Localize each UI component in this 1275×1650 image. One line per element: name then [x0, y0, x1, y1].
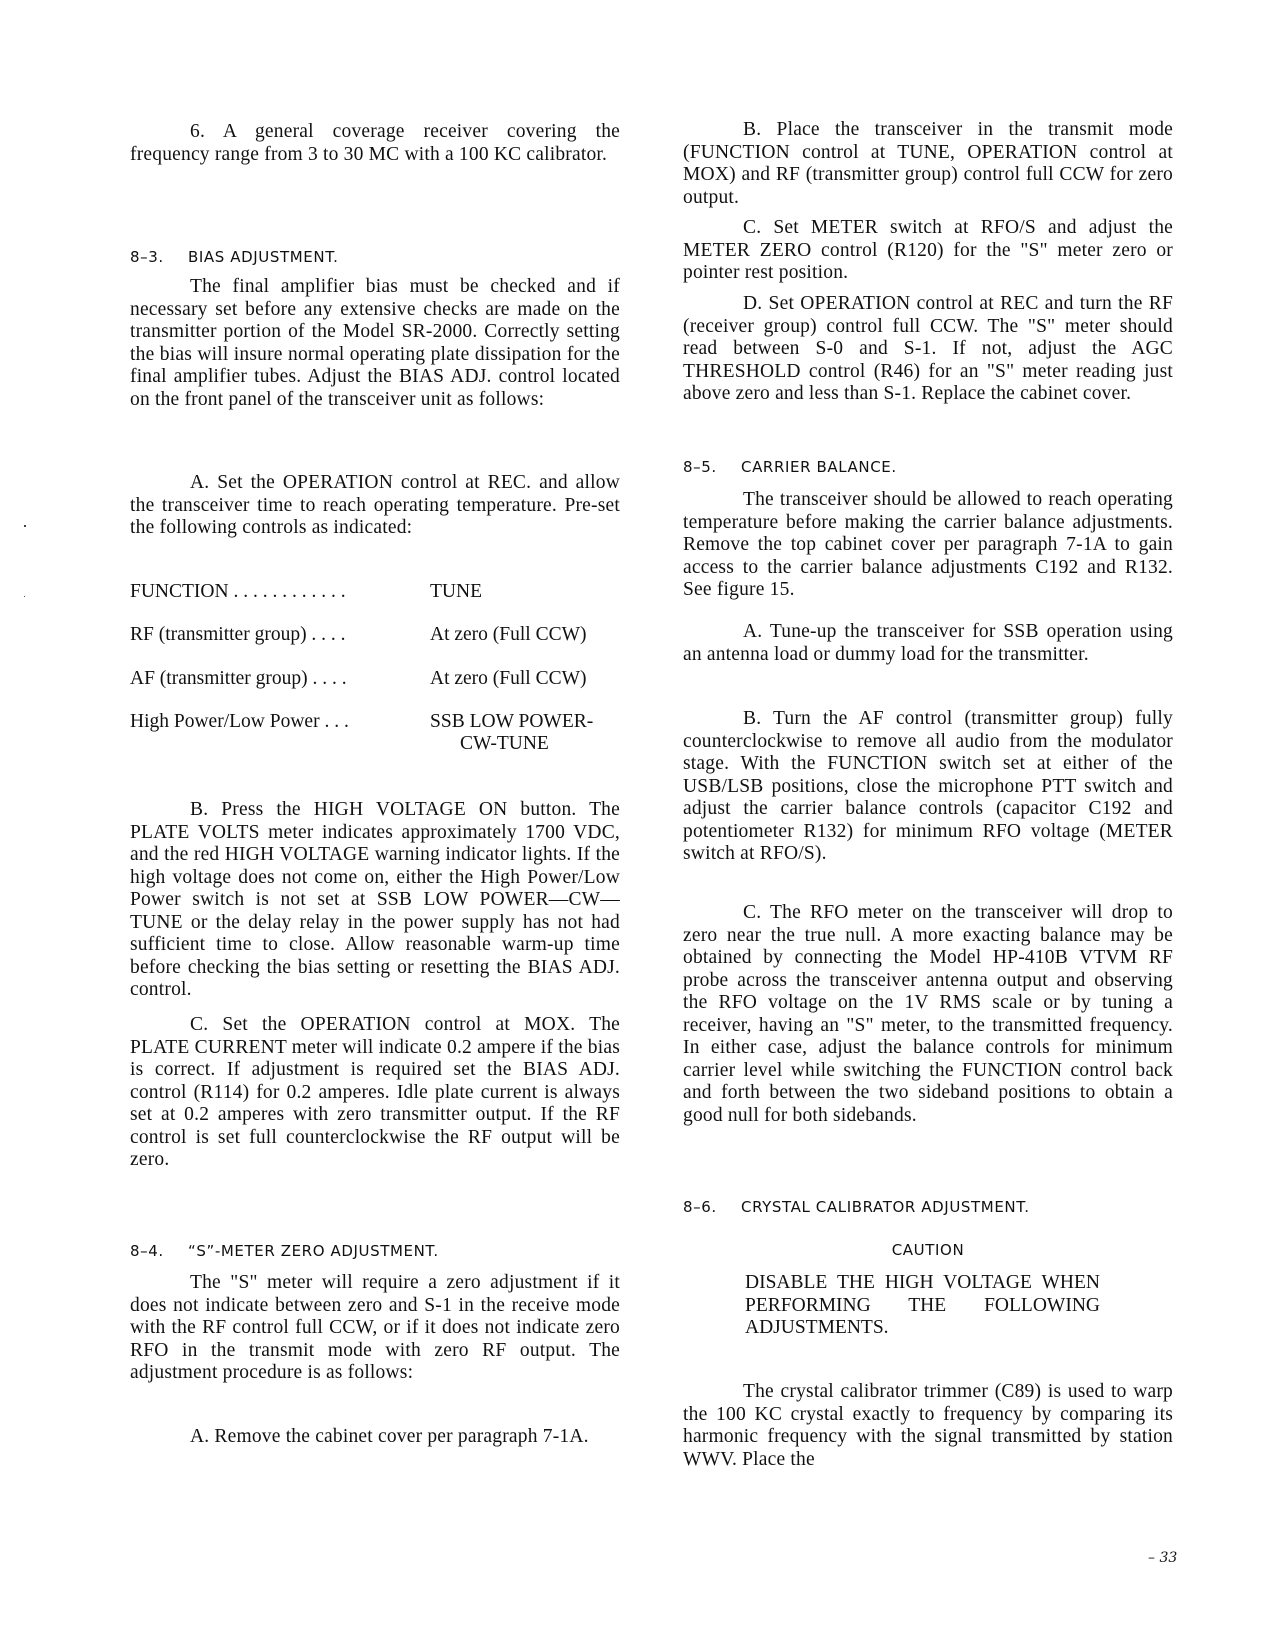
scan-speck — [24, 596, 25, 597]
equipment-item-6: 6. A general coverage receiver covering the frequency range from 3 to 30 MC with a 100 KC calibrator. — [130, 121, 620, 165]
section-number: 8–5. — [683, 458, 717, 476]
caution-text: DISABLE THE HIGH VOLTAGE WHEN PERFORMING THE FOLLOWING ADJUSTMENTS. — [745, 1272, 1100, 1338]
crystal-calibrator-paragraph: The crystal calibrator trimmer (C89) is used to warp the 100 KC crystal exactly to frequency by comparing its harmonic frequency with the signal transmitted by station WWV. Place the — [683, 1381, 1173, 1470]
section-title: “S”-METER ZERO ADJUSTMENT. — [188, 1242, 439, 1260]
carrier-balance-intro: The transceiver should be allowed to reach operating temperature before making the carrier balance adjustments. Remove the top cabinet cover per paragraph 7-1A to gain access to the carrier balance adjustments C192 and R132. See figure 15. — [683, 489, 1173, 600]
control-value: At zero (Full CCW) — [430, 624, 587, 645]
s-meter-step-c: C. Set METER switch at RFO/S and adjust the METER ZERO control (R120) for the "S" meter zero or pointer rest position. — [683, 217, 1173, 283]
scan-speck — [24, 525, 26, 527]
bias-step-a: A. Set the OPERATION control at REC. and allow the transceiver time to reach operating temperature. Pre-set the following controls as indicated: — [130, 472, 620, 538]
section-number: 8–3. — [130, 248, 164, 266]
control-name: High Power/Low Power . . . — [130, 711, 349, 732]
section-number: 8–6. — [683, 1198, 717, 1216]
section-heading-8-6 — [683, 1198, 1030, 1216]
s-meter-step-b: B. Place the transceiver in the transmit mode (FUNCTION control at TUNE, OPERATION control at MOX) and RF (transmitter group) control full CCW for zero output. — [683, 119, 1173, 208]
s-meter-intro-paragraph: The "S" meter will require a zero adjustment if it does not indicate between zero and S-1 in the receive mode with the RF control full CCW, or if it does not indicate zero RFO in the transmit mode with zero RF output. The adjustment procedure is as follows: — [130, 1272, 620, 1383]
carrier-balance-step-c: C. The RFO meter on the transceiver will drop to zero near the true null. A more exacting balance may be obtained by connecting the Model HP-410B VTVM RF probe across the transceiver antenna output and observing the RFO voltage on the 1V RMS scale or by tuning a receiver, having an "S" meter, to the transmitted frequency. In either case, adjust the balance controls for minimum carrier level while switching the FUNCTION control back and forth between the two sideband positions to obtain a good null for both sidebands. — [683, 902, 1173, 1126]
section-heading-8-3 — [130, 248, 339, 266]
section-title: CRYSTAL CALIBRATOR ADJUSTMENT. — [741, 1198, 1030, 1216]
control-name: FUNCTION . . . . . . . . . . . . — [130, 581, 346, 602]
section-title: CARRIER BALANCE. — [741, 458, 897, 476]
s-meter-step-a: A. Remove the cabinet cover per paragraph 7-1A. — [190, 1426, 589, 1447]
caution-title: CAUTION — [891, 1241, 965, 1259]
carrier-balance-step-b: B. Turn the AF control (transmitter group) fully counterclockwise to remove all audio from the modulator stage. With the FUNCTION switch set at either of the USB/LSB positions, close the microphone PTT switch and adjust the carrier balance controls (capacitor C192 and potentiometer R132) for minimum RFO voltage (METER switch at RFO/S). — [683, 708, 1173, 864]
control-name: RF (transmitter group) . . . . — [130, 624, 346, 645]
section-title: BIAS ADJUSTMENT. — [188, 248, 339, 266]
section-number: 8–4. — [130, 1242, 164, 1260]
section-heading-8-4 — [130, 1242, 439, 1260]
carrier-balance-step-a: A. Tune-up the transceiver for SSB operation using an antenna load or dummy load for the transmitter. — [683, 621, 1173, 665]
section-heading-8-5 — [683, 458, 897, 476]
s-meter-step-d: D. Set OPERATION control at REC and turn the RF (receiver group) control full CCW. The "S" meter should read between S-0 and S-1. If not, adjust the AGC THRESHOLD control (R46) for an "S" meter reading just above zero and less than S-1. Replace the cabinet cover. — [683, 293, 1173, 404]
control-value: At zero (Full CCW) — [430, 668, 587, 689]
bias-step-c: C. Set the OPERATION control at MOX. The PLATE CURRENT meter will indicate 0.2 ampere if the bias is correct. If adjustment is required set the BIAS ADJ. control (R114) for 0.2 amperes. Idle plate current is always set at 0.2 amperes with zero transmitter output. If the RF control is set full counterclockwise the RF output will be zero. — [130, 1014, 620, 1170]
control-value: TUNE — [430, 581, 482, 602]
control-name: AF (transmitter group) . . . . — [130, 668, 347, 689]
control-value-continued: CW-TUNE — [460, 733, 549, 754]
control-value: SSB LOW POWER- — [430, 711, 594, 732]
bias-step-b: B. Press the HIGH VOLTAGE ON button. The PLATE VOLTS meter indicates approximately 1700 VDC, and the red HIGH VOLTAGE warning indicator lights. If the high voltage does not come on, either the High Power/Low Power switch is not set at SSB LOW POWER—CW—TUNE or the delay relay in the power supply has not had sufficient time to close. Allow reasonable warm-up time before checking the bias setting or resetting the BIAS ADJ. control. — [130, 799, 620, 1000]
page-number: – 33 — [1148, 1550, 1178, 1566]
bias-intro-paragraph: The final amplifier bias must be checked and if necessary set before any extensive checks are made on the transmitter portion of the Model SR-2000. Correctly setting the bias will insure normal operating plate dissipation for the final amplifier tubes. Adjust the BIAS ADJ. control located on the front panel of the transceiver unit as follows: — [130, 276, 620, 410]
